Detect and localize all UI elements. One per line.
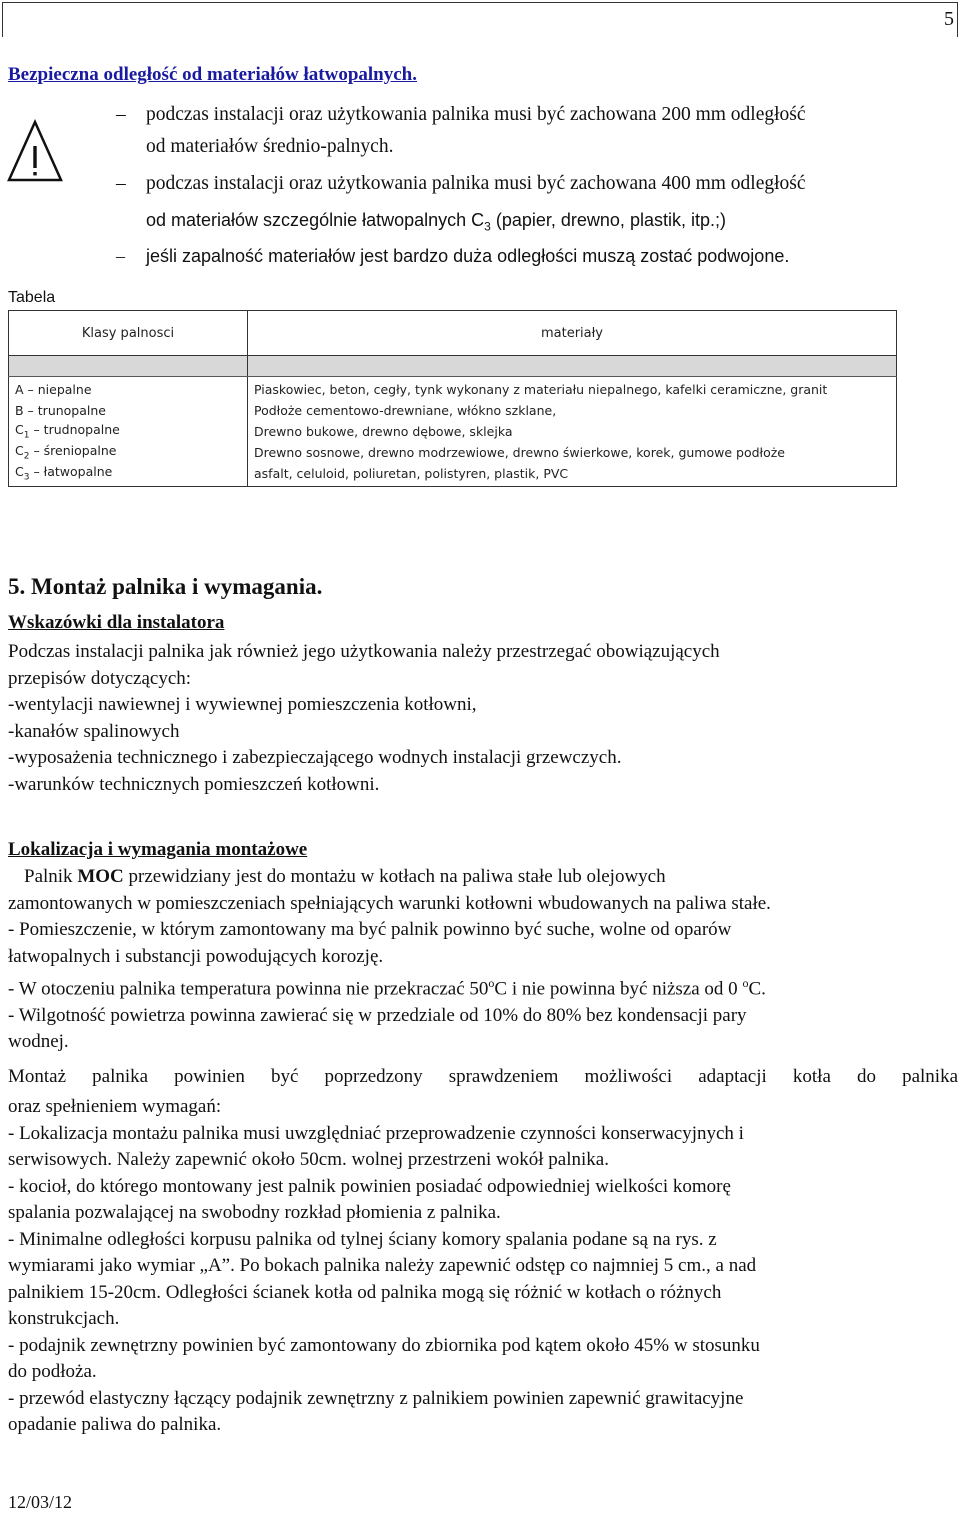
safety-heading: Bezpieczna odległość od materiałów łatwopalnych. [8,64,417,85]
table-header-class: Klasy palnosci [9,311,248,356]
warning-triangle-icon [6,118,64,184]
flammability-table [8,310,897,487]
table-header-materials: materiały [248,311,897,356]
bullet-item: – jeśli zapalność materiałów jest bardzo duża odległości muszą zostać podwojone. [146,240,789,272]
dash-marker: – [116,246,125,266]
dash-marker: – [116,173,126,194]
bullet-item: – podczas instalacji oraz użytkowania palnika musi być zachowana 400 mm odległość [146,168,806,200]
dash-marker: – [116,104,126,125]
bullet-continuation: od materiałów szczególnie łatwopalnych $C_3$ (papier, drewno, plastik, itp.;) [146,210,726,234]
table-label: Tabela [8,289,56,306]
bullet-continuation: od materiałów średnio-palnych. [146,136,394,157]
installer-text: Podczas instalacji palnika jak również jego użytkowania należy przestrzegać obowiązujących przepisów dotyczących: -wentylacji nawiewnej i wywiewnej pomieszczenia kotłowni, -kanałów spalinowych -wyposażenia technicznego i zabezpieczającego wodnych instalacji grzewczych. -warunków technicznych pomieszczeń kotłowni. [8,641,720,795]
table-spacer-row [9,356,897,377]
location-text: Palnik MOC przewidziany jest do montażu w kotłach na paliwa stałe lub olejowych zamontowanych w pomieszczeniach spełniających warunki kotłowni wbudowanych na paliwa stałe. - Pomieszczenie, w którym zamontowany ma być palnik powinno być suche, wolne od oparów łatwopalnych i substancji powodujących korozję. - W otoczeniu palnika temperatura powinna nie przekraczać 50$^o$C i nie powinna być niższa od 0 $^o$C. - Wilgotność powietrza powinna zawierać się w przedziale od 10% do 80% bez kondensacji pary wodnej. Montaż palnika powinien być poprzedzony sprawdzeniem możliwości adaptacji kotła do palnika oraz spełnieniem wymagań: - Lokalizacja montażu palnika musi uwzględniać przeprowadzenie czynności konserwacyjnych i serwisowych. Należy zapewnić około 50cm. wolnej przestrzeni wokół palnika. - kocioł, do którego montowany jest palnik powinien posiadać odpowiedniej wielkości komorę spalania pozwalającej na swobodny rozkład płomienia z palnika. - Minimalne odległości korpusu palnika od tylnej ściany komory spalania podane są na rys. z wymiarami jako wymiar „A”. Po bokach palnika należy zapewnić odstęp co najmniej 5 cm., a nad palnikiem 15-20cm. Odległości ścianek kotła od palnika mogą się różnić w kotłach o różnych konstrukcjach. - podajnik zewnętrzny powinien być zamontowany do zbiornika pod kątem około 45% w stosunku do podłoża. - przewód elastyczny łączący podajnik zewnętrzny z palnikiem powinien zapewnić grawitacyjne opadanie paliwa do palnika. [8,866,958,1436]
table-row: $C_3$ – łatwopalne asfalt, celuloid, poliuretan, polistyren, plastik, PVC [9,463,897,487]
page-header-frame [2,2,958,37]
table-header-row [9,311,897,356]
table-row: A – niepalne Piaskowiec, beton, cegły, tynk wykonany z materiału niepalnego, kafelki ceramiczne, granit [9,377,897,401]
class-subscript: 3 [484,219,491,234]
bullet-item: – podczas instalacji oraz użytkowania palnika musi być zachowana 200 mm odległość [146,99,806,131]
footer-date: 12/03/12 [8,1492,73,1512]
table-row: $C_1$ – trudnopalne Drewno bukowe, drewno dębowe, sklejka [9,421,897,442]
table-row: $C_2$ – śreniopalne Drewno sosnowe, drewno modrzewiowe, drewno świerkowe, korek, gumowe podłoże [9,442,897,463]
installer-heading: Wskazówki dla instalatora [8,612,225,633]
table-row: B – trunopalne Podłoże cementowo-drewniane, włókno szklane, [9,400,897,421]
page-number: 5 [944,8,954,30]
section-title: 5. Montaż palnika i wymagania. [8,574,323,599]
location-heading: Lokalizacja i wymagania montażowe [8,839,308,860]
